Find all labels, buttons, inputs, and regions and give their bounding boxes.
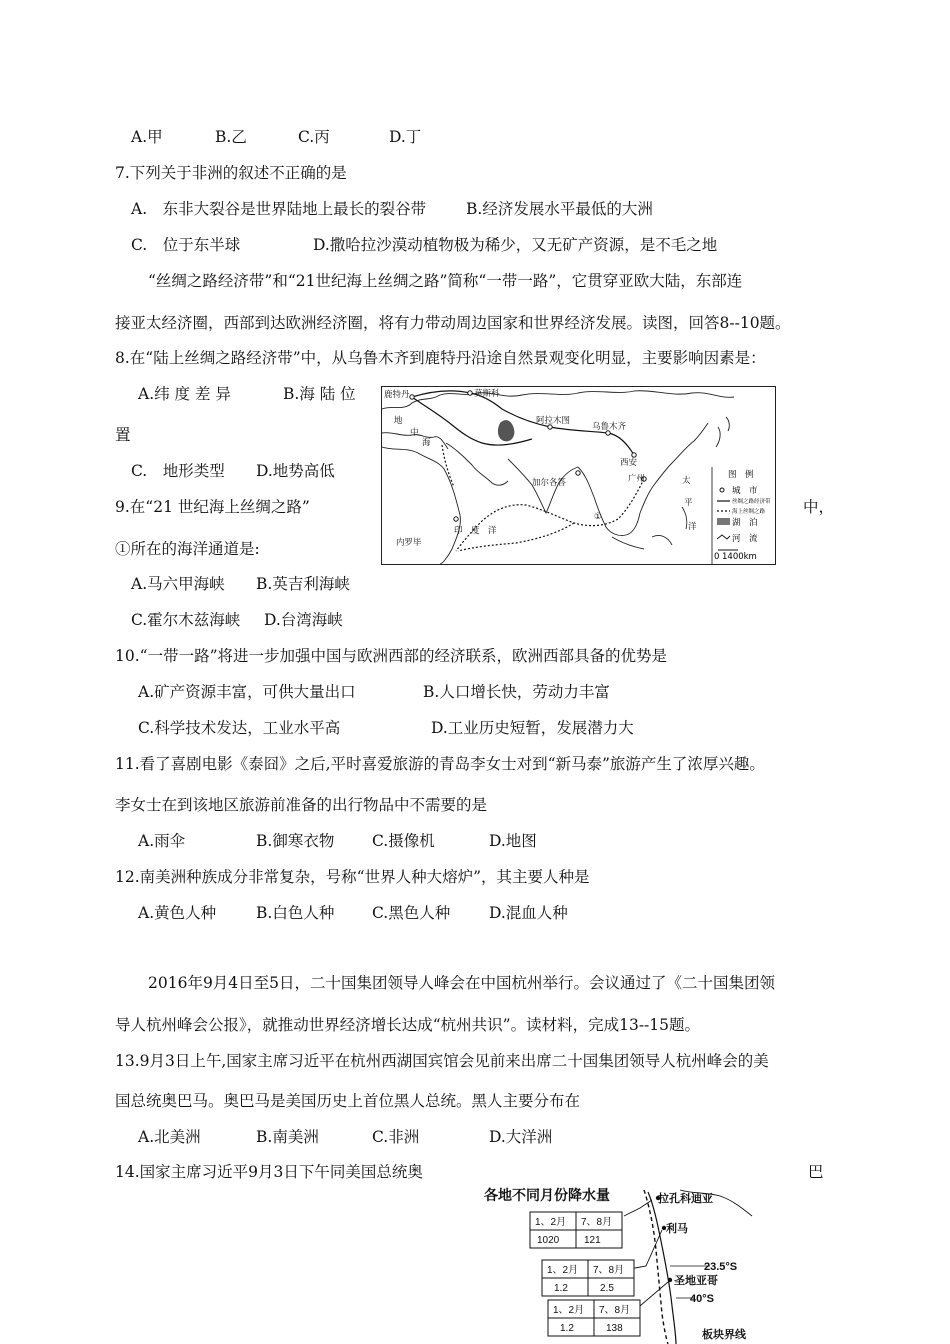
label-nairobi: 内罗毕 — [396, 538, 422, 548]
svg-text:2.5: 2.5 — [600, 1283, 614, 1294]
legend-river: 河 流 — [732, 534, 758, 544]
q12-option-c: C.黑色人种 — [372, 904, 451, 922]
svg-text:121: 121 — [584, 1235, 601, 1246]
q6-option-d: D.丁 — [389, 128, 422, 146]
place-label-1: 拉孔科迪亚 — [658, 1193, 713, 1205]
q13-stem1: 13.9月3日上午,国家主席习近平在杭州西湖国宾馆会见前来出席二十国集团领导人杭州峰会的美 — [115, 1052, 769, 1070]
lake-shape — [498, 420, 514, 441]
sa-coast — [648, 1192, 676, 1344]
passage2-line2: 导人杭州峰会公报》，就推动世界经济增长达成“杭州共识”。读材料，完成13--15题。 — [115, 1016, 701, 1034]
passage1-line1: “丝绸之路经济带”和“21世纪海上丝绸之路”简称“一带一路”，它贯穿亚欧大陆，东部连 — [148, 272, 743, 290]
q8-option-a: A.纬 度 差 异 — [138, 385, 231, 403]
legend-title: 图 例 — [728, 470, 754, 480]
q10-option-d: D.工业历史短暂，发展潜力大 — [431, 719, 634, 737]
svg-text:7、8月: 7、8月 — [599, 1305, 631, 1316]
q10-stem: 10.“一带一路”将进一步加强中国与欧洲西部的经济联系，欧洲西部具备的优势是 — [115, 647, 668, 665]
q11-option-b: B.御寒衣物 — [256, 832, 335, 850]
q14-stem-left: 14.国家主席习近平9月3日下午同美国总统奥 — [115, 1163, 423, 1181]
q10-option-b: B.人口增长快，劳动力丰富 — [423, 683, 610, 701]
label-urumqi: 乌鲁木齐 — [592, 422, 627, 432]
q6-option-b: B.乙 — [215, 128, 247, 146]
label-pacific-2: 平 — [684, 498, 693, 508]
legend-scale-zero: 0 — [714, 552, 720, 562]
lat-40-label: 40°S — [690, 1293, 714, 1305]
map-legend — [712, 467, 771, 564]
q14-stem-right: 巴 — [808, 1163, 824, 1181]
label-hai: 海 — [422, 438, 431, 448]
svg-text:1.2: 1.2 — [560, 1323, 574, 1334]
q7-option-b: B.经济发展水平最低的大洲 — [466, 200, 653, 218]
q8-option-c: C. 地形类型 — [131, 462, 225, 480]
place-label-2: 利马 — [666, 1223, 688, 1235]
rain-table-3 — [548, 1300, 640, 1336]
city-moscow — [468, 391, 472, 395]
q7-stem: 7.下列关于非洲的叙述不正确的是 — [115, 164, 347, 182]
svg-text:1、2月: 1、2月 — [535, 1217, 567, 1228]
europe-coast — [382, 391, 734, 409]
q11-stem2: 李女士在到该地区旅游前准备的出行物品中不需要的是 — [115, 796, 488, 814]
japan-coast — [716, 417, 729, 447]
q12-option-b: B.白色人种 — [256, 904, 335, 922]
label-zhong: 中 — [410, 428, 419, 438]
legend-lake: 湖 泊 — [732, 518, 758, 528]
plate-boundary-label: 板块界线 — [702, 1329, 746, 1341]
place-label-3: 圣地亚哥 — [674, 1275, 718, 1287]
q9-option-d: D.台湾海峡 — [264, 611, 343, 629]
label-guangzhou: 广州 — [628, 474, 646, 484]
rainfall-map — [480, 1186, 758, 1344]
q13-option-a: A.北美洲 — [138, 1128, 201, 1146]
q12-option-d: D.混血人种 — [489, 904, 568, 922]
legend-scale: 1400km — [722, 552, 757, 562]
q11-option-c: C.摄像机 — [372, 832, 435, 850]
q7-option-a: A. 东非大裂谷是世界陆地上最长的裂谷带 — [131, 200, 427, 218]
q9-stem2: ①所在的海洋通道是: — [115, 540, 260, 558]
q8-option-b-cont: 置 — [115, 426, 131, 444]
city-rotterdam — [410, 395, 414, 399]
q9-option-b: B.英吉利海峡 — [256, 575, 350, 593]
label-indian-ocean: 印 度 洋 — [454, 526, 497, 536]
city-xian — [632, 453, 636, 457]
rain-table-1 — [530, 1212, 622, 1248]
plate-boundary-line — [644, 1190, 668, 1344]
q11-option-a: A.雨伞 — [138, 832, 186, 850]
city-kolkata — [576, 471, 580, 475]
q6-option-a: A.甲 — [131, 128, 163, 146]
label-kolkata: 加尔各答 — [532, 478, 567, 488]
label-rotterdam: 鹿特丹 — [384, 390, 410, 400]
q11-option-d: D.地图 — [489, 832, 537, 850]
svg-text:1020: 1020 — [537, 1235, 560, 1246]
q10-option-c: C.科学技术发达，工业水平高 — [138, 719, 341, 737]
place-dot-3 — [668, 1278, 672, 1282]
q7-option-d: D.撒哈拉沙漠动植物极为稀少，又无矿产资源，是不毛之地 — [313, 236, 718, 254]
q12-option-a: A.黄色人种 — [138, 904, 217, 922]
legend-sea-route: 海上丝绸之路 — [732, 509, 766, 515]
q9-option-a: A.马六甲海峡 — [131, 575, 225, 593]
rainfall-map-title: 各地不同月份降水量 — [484, 1187, 610, 1203]
q13-option-c: C.非洲 — [372, 1128, 420, 1146]
rain-table-2 — [542, 1260, 634, 1296]
label-xian: 西安 — [620, 458, 638, 468]
q8-option-d: D.地势高低 — [256, 462, 335, 480]
belt-road-map — [381, 386, 776, 565]
q12-stem: 12.南美洲种族成分非常复杂，号称“世界人种大熔炉”，其主要人种是 — [115, 868, 590, 886]
q13-option-d: D.大洋洲 — [489, 1128, 553, 1146]
q9-stem-left: 9.在“21 世纪海上丝绸之路” — [115, 498, 310, 516]
label-di: 地 — [394, 416, 403, 426]
q10-option-a: A.矿产资源丰富，可供大量出口 — [138, 683, 356, 701]
svg-text:138: 138 — [606, 1323, 623, 1334]
label-almaty: 阿拉木图 — [536, 416, 571, 426]
passage2-line1: 2016年9月4日至5日，二十国集团领导人峰会在中国杭州举行。会议通过了《二十国集团领 — [148, 974, 776, 992]
china-coast — [640, 423, 708, 513]
q9-option-c: C.霍尔木兹海峡 — [131, 611, 241, 629]
city-nairobi — [454, 517, 458, 521]
q13-stem2: 国总统奥巴马。奥巴马是美国历史上首位黑人总统。黑人主要分布在 — [115, 1092, 581, 1110]
arabia-coast — [446, 443, 508, 485]
svg-text:1、2月: 1、2月 — [547, 1265, 579, 1276]
svg-text:7、8月: 7、8月 — [581, 1217, 613, 1228]
legend-land-route: 丝绸之路经济带 — [732, 499, 771, 505]
label-pacific-1: 太 — [682, 476, 691, 486]
q13-option-b: B.南美洲 — [256, 1128, 319, 1146]
label-moscow: 莫斯科 — [474, 389, 500, 399]
q9-stem-right: 中， — [803, 498, 835, 516]
legend-city: 城 市 — [732, 486, 758, 496]
q11-stem1: 11.看了喜剧电影《泰囧》之后,平时喜爱旅游的青岛李女士对到“新马泰”旅游产生了浓厚兴趣。 — [115, 755, 765, 773]
q7-option-c: C. 位于东半球 — [131, 236, 241, 254]
svg-text:1、2月: 1、2月 — [553, 1305, 585, 1316]
belt-road-map-svg — [382, 387, 775, 564]
rainfall-map-svg — [480, 1186, 758, 1344]
q8-option-b: B.海 陆 位 — [283, 385, 356, 403]
q8-stem: 8.在“陆上丝绸之路经济带”中，从乌鲁木齐到鹿特丹沿途自然景观变化明显，主要影响因素是： — [115, 349, 766, 367]
lat-23-label: 23.5°S — [704, 1261, 738, 1273]
svg-text:7、8月: 7、8月 — [593, 1265, 625, 1276]
q6-option-c: C.丙 — [298, 128, 330, 146]
svg-text:1.2: 1.2 — [554, 1283, 568, 1294]
passage1-line2: 接亚太经济圈，西部到达欧洲经济圈，将有力带动周边国家和世界经济发展。读图，回答8--10题。 — [115, 314, 791, 332]
label-pacific-3: 洋 — [688, 522, 697, 532]
label-marker-1: ① — [594, 512, 602, 522]
